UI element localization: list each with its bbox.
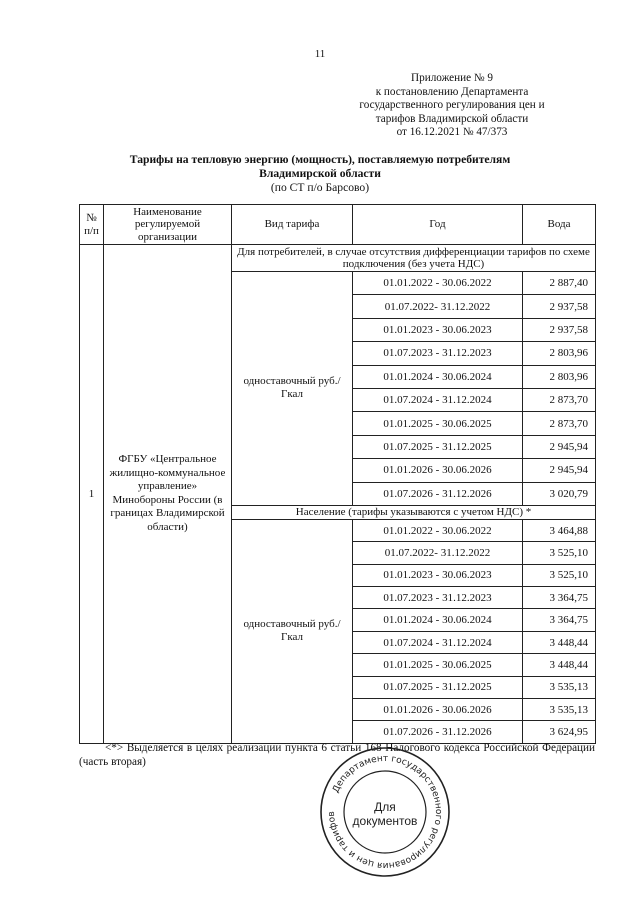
period-cell: 01.07.2023 - 31.12.2023	[353, 342, 523, 365]
seal-ring-text: Департамент государственного регулирования цен и тарифов	[326, 753, 444, 871]
annex-line: Приложение № 9	[411, 72, 493, 84]
period-cell: 01.07.2026 - 31.12.2026	[353, 721, 523, 743]
tariff-type: одноставочный руб./Гкал	[232, 519, 353, 743]
section-row	[80, 245, 596, 272]
period-cell: 01.01.2024 - 30.06.2024	[353, 365, 523, 388]
section-title: Для потребителей, в случае отсутствия дифференциации тарифов по схеме подключения (без учета НДС)	[232, 245, 596, 272]
header-org: Наименование регулируемой организации	[104, 205, 232, 245]
footnote: <*> Выделяется в целях реализации пункта 6 статьи 168 Налогового кодекса Российской Федерации (часть вторая)	[79, 742, 595, 768]
header-num: № п/п	[80, 205, 104, 245]
value-cell: 2 945,94	[523, 435, 596, 458]
value-cell: 2 937,58	[523, 295, 596, 318]
period-cell: 01.07.2024 - 31.12.2024	[353, 631, 523, 653]
value-cell: 3 535,13	[523, 699, 596, 721]
title-subtitle: (по СТ п/о Барсово)	[270, 181, 370, 194]
value-cell: 3 364,75	[523, 609, 596, 631]
title-line: Владимирской области	[259, 167, 381, 180]
period-cell: 01.07.2022- 31.12.2022	[353, 542, 523, 564]
period-cell: 01.01.2022 - 30.06.2022	[353, 272, 523, 295]
value-cell: 3 448,44	[523, 631, 596, 653]
period-cell: 01.01.2023 - 30.06.2023	[353, 318, 523, 341]
period-cell: 01.01.2024 - 30.06.2024	[353, 609, 523, 631]
annex-line: тарифов Владимирской области	[375, 112, 529, 125]
table-header-row	[80, 205, 596, 245]
value-cell: 2 937,58	[523, 318, 596, 341]
value-cell: 2 803,96	[523, 342, 596, 365]
value-cell: 2 873,70	[523, 412, 596, 435]
period-cell: 01.01.2026 - 30.06.2026	[353, 459, 523, 482]
organization-name: ФГБУ «Центральное жилищно-коммунальное управление» Минобороны России (в границах Владимирской области)	[104, 245, 232, 744]
title-line: Тарифы на тепловую энергию (мощность), поставляемую потребителям	[129, 153, 511, 166]
annex-header	[322, 72, 582, 140]
row-number: 1	[80, 245, 104, 744]
value-cell: 3 464,88	[523, 519, 596, 541]
seal-center-text: документов	[352, 814, 418, 828]
value-cell: 3 020,79	[523, 482, 596, 505]
annex-line: к постановлению Департамента	[375, 85, 529, 98]
value-cell: 3 525,10	[523, 564, 596, 586]
header-year: Год	[353, 205, 523, 245]
value-cell: 2 945,94	[523, 459, 596, 482]
period-cell: 01.07.2024 - 31.12.2024	[353, 388, 523, 411]
value-cell: 2 887,40	[523, 272, 596, 295]
value-cell: 3 364,75	[523, 587, 596, 609]
period-cell: 01.07.2022- 31.12.2022	[353, 295, 523, 318]
period-cell: 01.01.2022 - 30.06.2022	[353, 519, 523, 541]
tariff-table	[79, 204, 596, 744]
value-cell: 2 873,70	[523, 388, 596, 411]
document-title	[80, 153, 560, 195]
header-type: Вид тарифа	[232, 205, 353, 245]
period-cell: 01.01.2025 - 30.06.2025	[353, 654, 523, 676]
page-number: 11	[314, 48, 326, 60]
period-cell: 01.07.2025 - 31.12.2025	[353, 435, 523, 458]
annex-line: государственного регулирования цен и	[359, 99, 545, 112]
value-cell: 3 535,13	[523, 676, 596, 698]
header-water: Вода	[523, 205, 596, 245]
annex-line: от 16.12.2021 № 47/373	[396, 126, 508, 139]
tariff-type: одноставочный руб./Гкал	[232, 272, 353, 506]
value-cell: 3 525,10	[523, 542, 596, 564]
period-cell: 01.01.2023 - 30.06.2023	[353, 564, 523, 586]
period-cell: 01.01.2025 - 30.06.2025	[353, 412, 523, 435]
value-cell: 2 803,96	[523, 365, 596, 388]
period-cell: 01.07.2025 - 31.12.2025	[353, 676, 523, 698]
section-title: Население (тарифы указываются с учетом НДС) *	[232, 505, 596, 519]
period-cell: 01.07.2023 - 31.12.2023	[353, 587, 523, 609]
period-cell: 01.07.2026 - 31.12.2026	[353, 482, 523, 505]
stamp-seal	[318, 745, 452, 879]
seal-center-text: Для	[374, 800, 396, 814]
period-cell: 01.01.2026 - 30.06.2026	[353, 699, 523, 721]
value-cell: 3 448,44	[523, 654, 596, 676]
value-cell: 3 624,95	[523, 721, 596, 743]
